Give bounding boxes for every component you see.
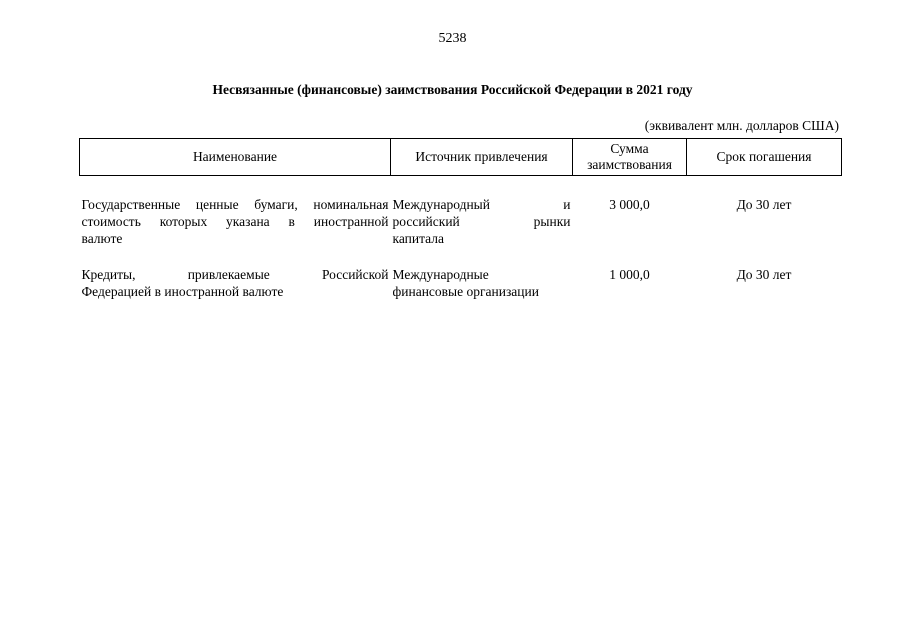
page-number: 5238 xyxy=(438,31,467,46)
row-name-line: Федерацией в иностранной валюте xyxy=(81,284,284,299)
row-amount-cell: 1 000,0 xyxy=(609,267,650,282)
row-source-line: финансовые организации xyxy=(392,284,539,299)
row-name-line: Государственные ценные бумаги, номинальная xyxy=(81,197,389,212)
header-name: Наименование xyxy=(80,139,391,176)
row-source-line: российский рынки xyxy=(392,214,571,229)
row-source-line: капитала xyxy=(392,231,445,246)
row-source-line: Международный и xyxy=(392,197,571,212)
table-header-row xyxy=(80,139,842,176)
row-name-line: стоимость которых указана в иностранной xyxy=(81,214,389,229)
row-term-cell: До 30 лет xyxy=(736,267,792,282)
borrowings-table xyxy=(79,138,842,300)
header-amount-line1: Сумма xyxy=(610,141,649,156)
row-term-cell: До 30 лет xyxy=(736,197,792,212)
table-gap xyxy=(80,247,842,266)
row-source-cell xyxy=(391,196,573,247)
row-name-cell xyxy=(80,196,391,247)
row-name-cell xyxy=(80,266,391,300)
header-source: Источник привлечения xyxy=(391,139,573,176)
document-title: Несвязанные (финансовые) заимствования Российской Федерации в 2021 году xyxy=(212,82,693,97)
unit-note: (эквивалент млн. долларов США) xyxy=(644,118,839,133)
table-row xyxy=(80,266,842,300)
table-row xyxy=(80,196,842,247)
header-amount-line2: заимствования xyxy=(587,157,672,172)
row-source-line: Международные xyxy=(392,267,489,282)
row-source-cell xyxy=(391,266,573,300)
table-spacer xyxy=(80,176,842,197)
row-name-line: Кредиты, привлекаемые Российской xyxy=(81,267,389,282)
header-term: Срок погашения xyxy=(687,139,842,176)
row-name-line: валюте xyxy=(81,231,123,246)
row-amount-cell: 3 000,0 xyxy=(609,197,650,212)
header-amount xyxy=(573,139,687,176)
